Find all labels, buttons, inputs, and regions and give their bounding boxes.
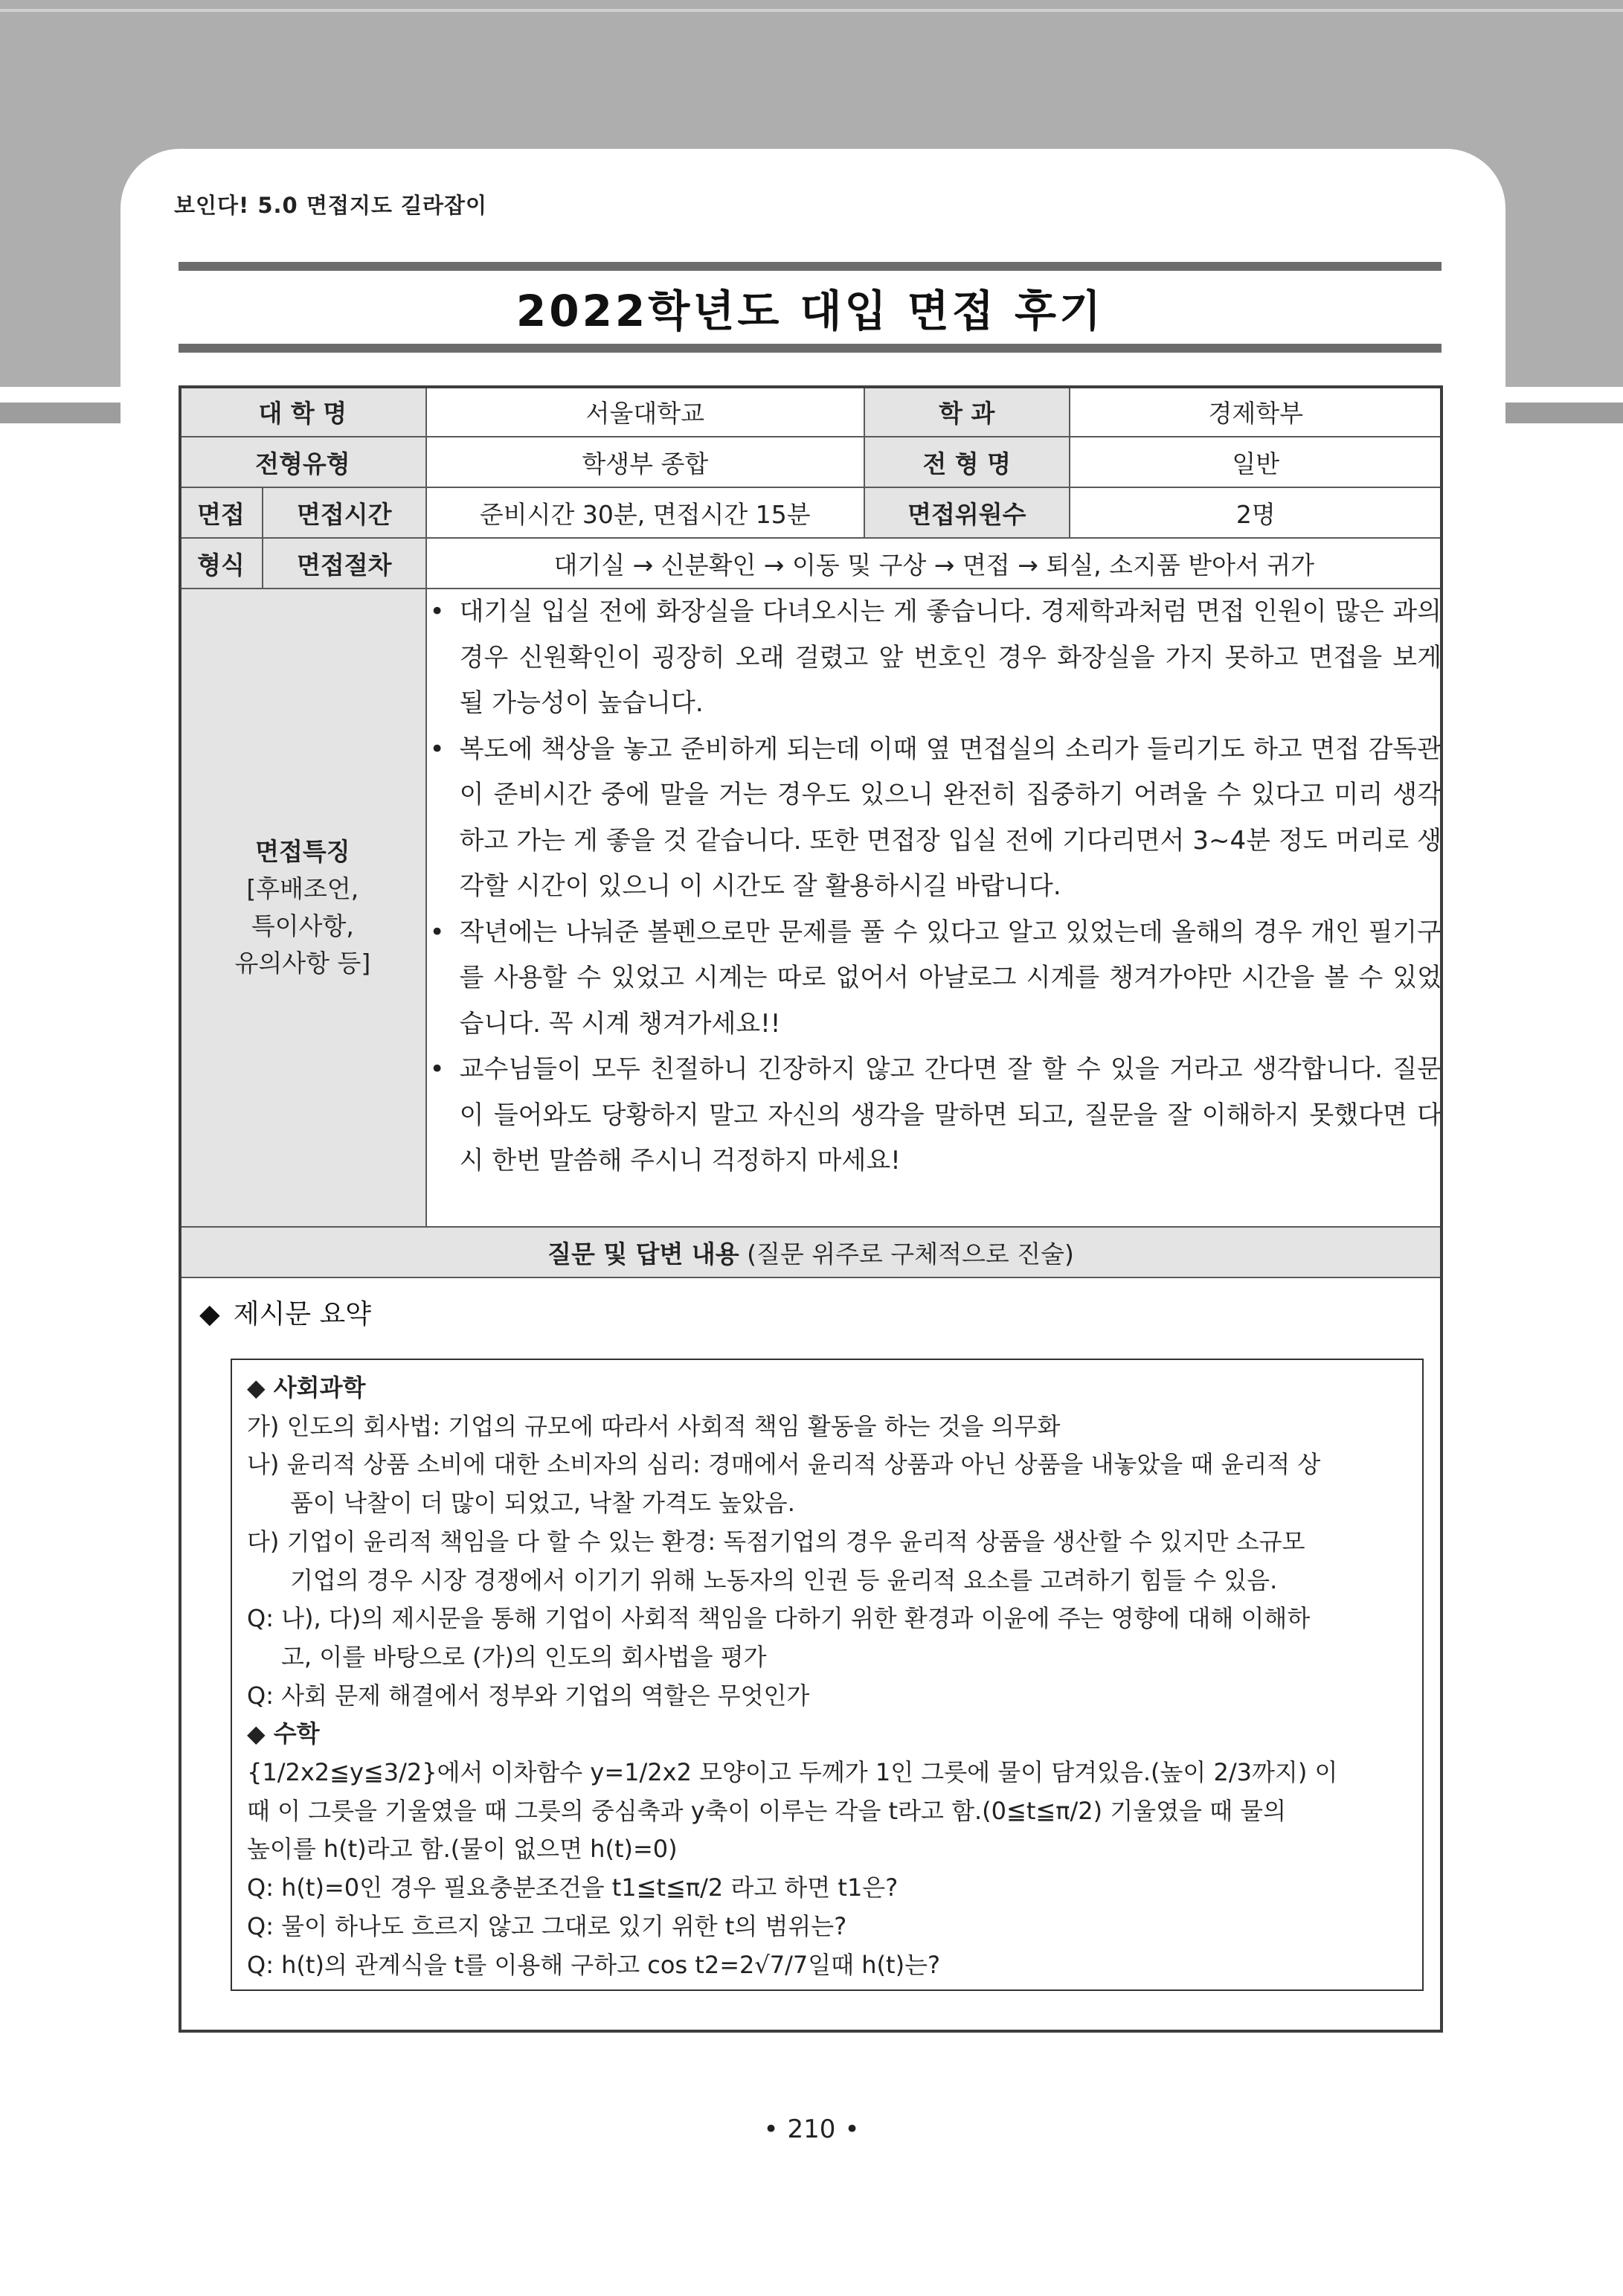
left-side-bar bbox=[0, 403, 120, 423]
qa-header-note: (질문 위주로 구체적으로 진술) bbox=[739, 1239, 1074, 1269]
time-label: 면접시간 bbox=[263, 487, 426, 538]
panel-label: 면접위원수 bbox=[864, 487, 1070, 538]
passage-line: 다) 기업이 윤리적 책임을 다 할 수 있는 환경: 독점기업의 경우 윤리적 상품을 생산할 수 있지만 소규모 bbox=[247, 1527, 1305, 1556]
format-label-bottom: 형식 bbox=[179, 538, 263, 589]
format-label-top: 면접 bbox=[179, 487, 263, 538]
question-line: 고, 이를 바탕으로 (가)의 인도의 회사법을 평가 bbox=[281, 1642, 767, 1671]
feature-item: • 대기실 입실 전에 화장실을 다녀오시는 게 좋습니다. 경제학과처럼 면접 인원이 많은 과의 경우 신원확인이 굉장히 오래 걸렸고 앞 번호인 경우 화장실을 가지 못하고 면접을 보게 될 가능성이 높습니다. bbox=[427, 589, 1442, 727]
bullet-icon: • bbox=[429, 597, 445, 626]
passage-line: 가) 인도의 회사법: 기업의 규모에 따라서 사회적 책임 활동을 하는 것을 의무화 bbox=[247, 1411, 1061, 1440]
passage-line: 기업의 경우 시장 경쟁에서 이기기 위해 노동자의 인권 등 윤리적 요소를 고려하기 힘들 수 있음. bbox=[290, 1565, 1278, 1594]
dept-label: 학 과 bbox=[864, 386, 1070, 437]
features-sub-1: [후배조언, bbox=[246, 874, 359, 903]
title-rule-bottom bbox=[179, 344, 1442, 353]
panel-value: 2명 bbox=[1070, 487, 1442, 538]
bullet-icon: • bbox=[429, 1054, 445, 1084]
passage-summary-box bbox=[231, 1359, 1424, 1991]
features-title: 면접특징 bbox=[255, 837, 350, 866]
features-sub-3: 유의사항 등] bbox=[234, 949, 371, 978]
passage-line: 품이 낙찰이 더 많이 되었고, 낙찰 가격도 높았음. bbox=[290, 1489, 795, 1518]
features-sub-2: 특이사항, bbox=[251, 911, 354, 940]
top-edge-line bbox=[0, 9, 1623, 12]
passage-line: {1/2x2≦y≦3/2}에서 이차함수 y=1/2x2 모양이고 두께가 1인 그릇에 물이 담겨있음.(높이 2/3까지) 이 bbox=[247, 1758, 1338, 1787]
page-title: 2022학년도 대입 면접 후기 bbox=[515, 286, 1105, 336]
bullet-icon: • bbox=[429, 917, 445, 947]
feature-item: • 작년에는 나눠준 볼펜으로만 문제를 풀 수 있다고 알고 있었는데 올해의 경우 개인 필기구를 사용할 수 있었고 시계는 따로 없어서 아날로그 시계를 챙겨가야만 시간을 볼 수 있었습니다. 꼭 시계 챙겨가세요!! bbox=[427, 910, 1442, 1048]
summary-heading bbox=[199, 1293, 371, 1331]
university-label: 대 학 명 bbox=[179, 386, 426, 437]
procedure-label: 면접절차 bbox=[263, 538, 426, 589]
passage-line: 높이를 h(t)라고 함.(물이 없으면 h(t)=0) bbox=[247, 1835, 678, 1864]
track-value: 일반 bbox=[1070, 437, 1442, 487]
question-line: Q: h(t)=0인 경우 필요충분조건을 t1≦t≦π/2 라고 하면 t1은? bbox=[247, 1873, 899, 1902]
feature-item: • 복도에 책상을 놓고 준비하게 되는데 이때 옆 면접실의 소리가 들리기도 하고 면접 감독관이 준비시간 중에 말을 거는 경우도 있으니 완전히 집중하기 어려울 수 있다고 미리 생각하고 가는 게 좋을 것 같습니다. 또한 면접장 입실 전에 기다리면서 3~4분 정도 머리로 생각할 시간이 있으니 이 시간도 잘 활용하시길 바랍니다. bbox=[427, 727, 1442, 910]
page-dot-right: • bbox=[844, 2114, 860, 2144]
question-line: Q: 나), 다)의 제시문을 통해 기업이 사회적 책임을 다하기 위한 환경과 이윤에 주는 영향에 대해 이해하 bbox=[247, 1604, 1311, 1633]
procedure-value: 대기실 → 신분확인 → 이동 및 구상 → 면접 → 퇴실, 소지품 받아서 귀가 bbox=[426, 538, 1442, 589]
title-rule-top bbox=[179, 262, 1442, 271]
diamond-icon: ◆ bbox=[199, 1299, 220, 1330]
question-line: Q: h(t)의 관계식을 t를 이용해 구하고 cos t2=2√7/7일때 h(t)는? bbox=[247, 1950, 940, 1979]
question-line: Q: 사회 문제 해결에서 정부와 기업의 역할은 무엇인가 bbox=[247, 1681, 810, 1710]
feature-item: • 교수님들이 모두 친절하니 긴장하지 않고 간다면 잘 할 수 있을 거라고 생각합니다. 질문이 들어와도 당황하지 말고 자신의 생각을 말하면 되고, 질문을 잘 이해하지 못했다면 다시 한번 말씀해 주시니 걱정하지 마세요! bbox=[427, 1047, 1442, 1184]
university-value: 서울대학교 bbox=[426, 386, 864, 437]
type-label: 전형유형 bbox=[179, 437, 426, 487]
page-number-value: 210 bbox=[787, 2114, 836, 2144]
passage-line: 나) 윤리적 상품 소비에 대한 소비자의 심리: 경매에서 윤리적 상품과 아닌 상품을 내놓았을 때 윤리적 상 bbox=[247, 1450, 1321, 1479]
type-value: 학생부 종합 bbox=[426, 437, 864, 487]
summary-heading-text: 제시문 요약 bbox=[233, 1299, 372, 1330]
page-dot-left: • bbox=[763, 2114, 779, 2144]
section-heading-social: ◆ 사회과학 bbox=[247, 1373, 366, 1402]
time-value: 준비시간 30분, 면접시간 15분 bbox=[426, 487, 864, 538]
running-header: 보인다! 5.0 면접지도 길라잡이 bbox=[174, 193, 488, 218]
question-line: Q: 물이 하나도 흐르지 않고 그대로 있기 위한 t의 범위는? bbox=[247, 1911, 847, 1940]
qa-header-bold: 질문 및 답변 내용 bbox=[547, 1239, 739, 1269]
right-side-bar bbox=[1505, 403, 1623, 423]
track-label: 전 형 명 bbox=[864, 437, 1070, 487]
dept-value: 경제학부 bbox=[1070, 386, 1442, 437]
passage-line: 때 이 그릇을 기울였을 때 그릇의 중심축과 y축이 이루는 각을 t라고 함.(0≦t≦π/2) 기울였을 때 물의 bbox=[247, 1796, 1286, 1825]
section-heading-math: ◆ 수학 bbox=[247, 1719, 320, 1748]
bullet-icon: • bbox=[429, 734, 445, 764]
page-number bbox=[0, 2114, 1623, 2144]
